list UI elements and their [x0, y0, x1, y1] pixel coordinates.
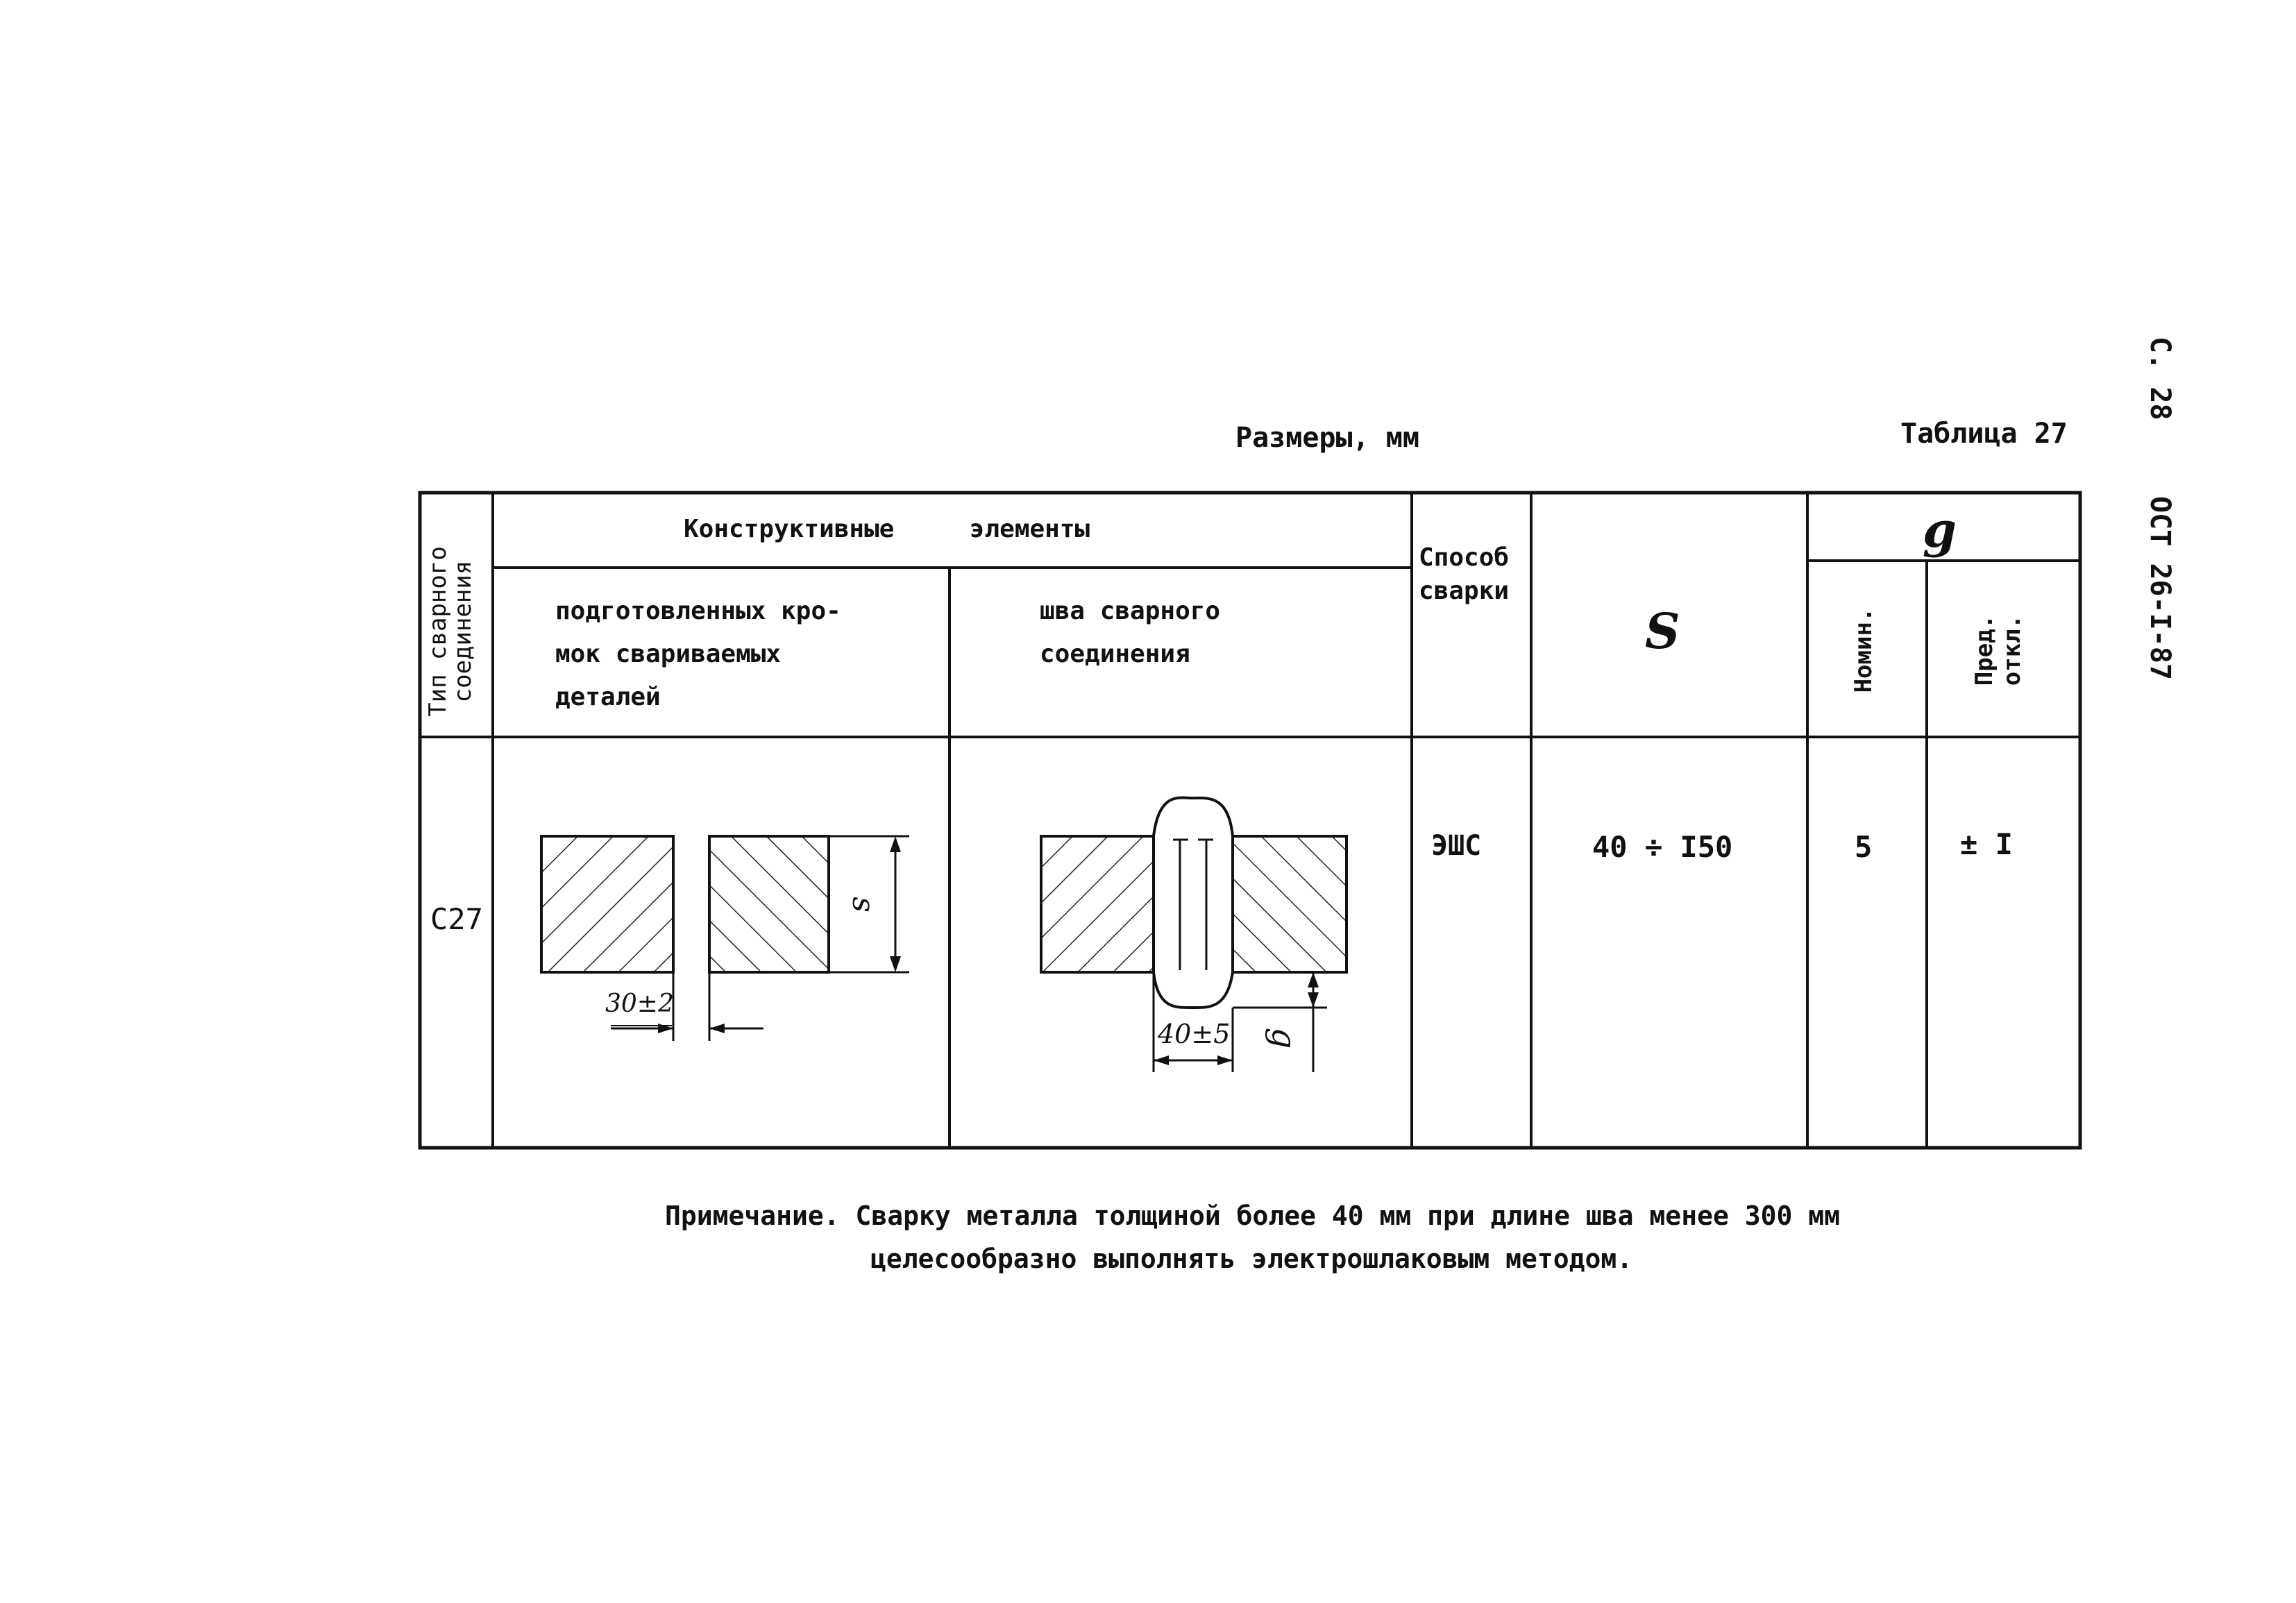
column-header-welding-method: Способ сварки: [1419, 543, 1510, 605]
g-deviation-value: ± I: [1960, 827, 2013, 861]
column-header-joint-type: Тип сварного соединения: [424, 546, 477, 717]
standard-designation: ОСТ 26-I-87: [2144, 496, 2176, 680]
column-header-prepared-edges: подготовленных кро- мок свариваемых деталей: [555, 597, 841, 711]
column-header-nominal: Номин.: [1850, 607, 1877, 693]
column-header-weld-seam: шва сварного соединения: [1040, 597, 1221, 668]
page-number: С. 28: [2144, 337, 2176, 421]
column-header-constructive-elements: Конструктивные элементы: [684, 515, 1090, 543]
column-header-g: g: [1923, 501, 1957, 559]
note-line-2: целесообразно выполнять электрошлаковым методом.: [870, 1244, 1633, 1274]
joint-type-value: С27: [430, 902, 483, 936]
column-header-s: S: [1645, 602, 1680, 660]
table-label: Таблица 27: [1900, 418, 2068, 450]
column-header-deviation: Пред. откл.: [1970, 614, 2026, 686]
note-line-1: Примечание. Сварку металла толщиной более 40 мм при длине шва менее 300 мм: [665, 1201, 1840, 1231]
weld-g-label: g: [1264, 1027, 1303, 1049]
welding-method-value: ЭШС: [1431, 830, 1482, 862]
edge-gap-dimension: 30±2: [605, 990, 674, 1018]
weld-width-dimension: 40±5: [1158, 1019, 1231, 1049]
s-range-value: 40 ÷ I50: [1592, 830, 1733, 864]
g-nominal-value: 5: [1855, 830, 1873, 864]
dimensions-caption: Размеры, мм: [1235, 422, 1419, 454]
edge-thickness-label: s: [845, 897, 881, 913]
edge-preparation-drawing: [541, 836, 909, 1041]
